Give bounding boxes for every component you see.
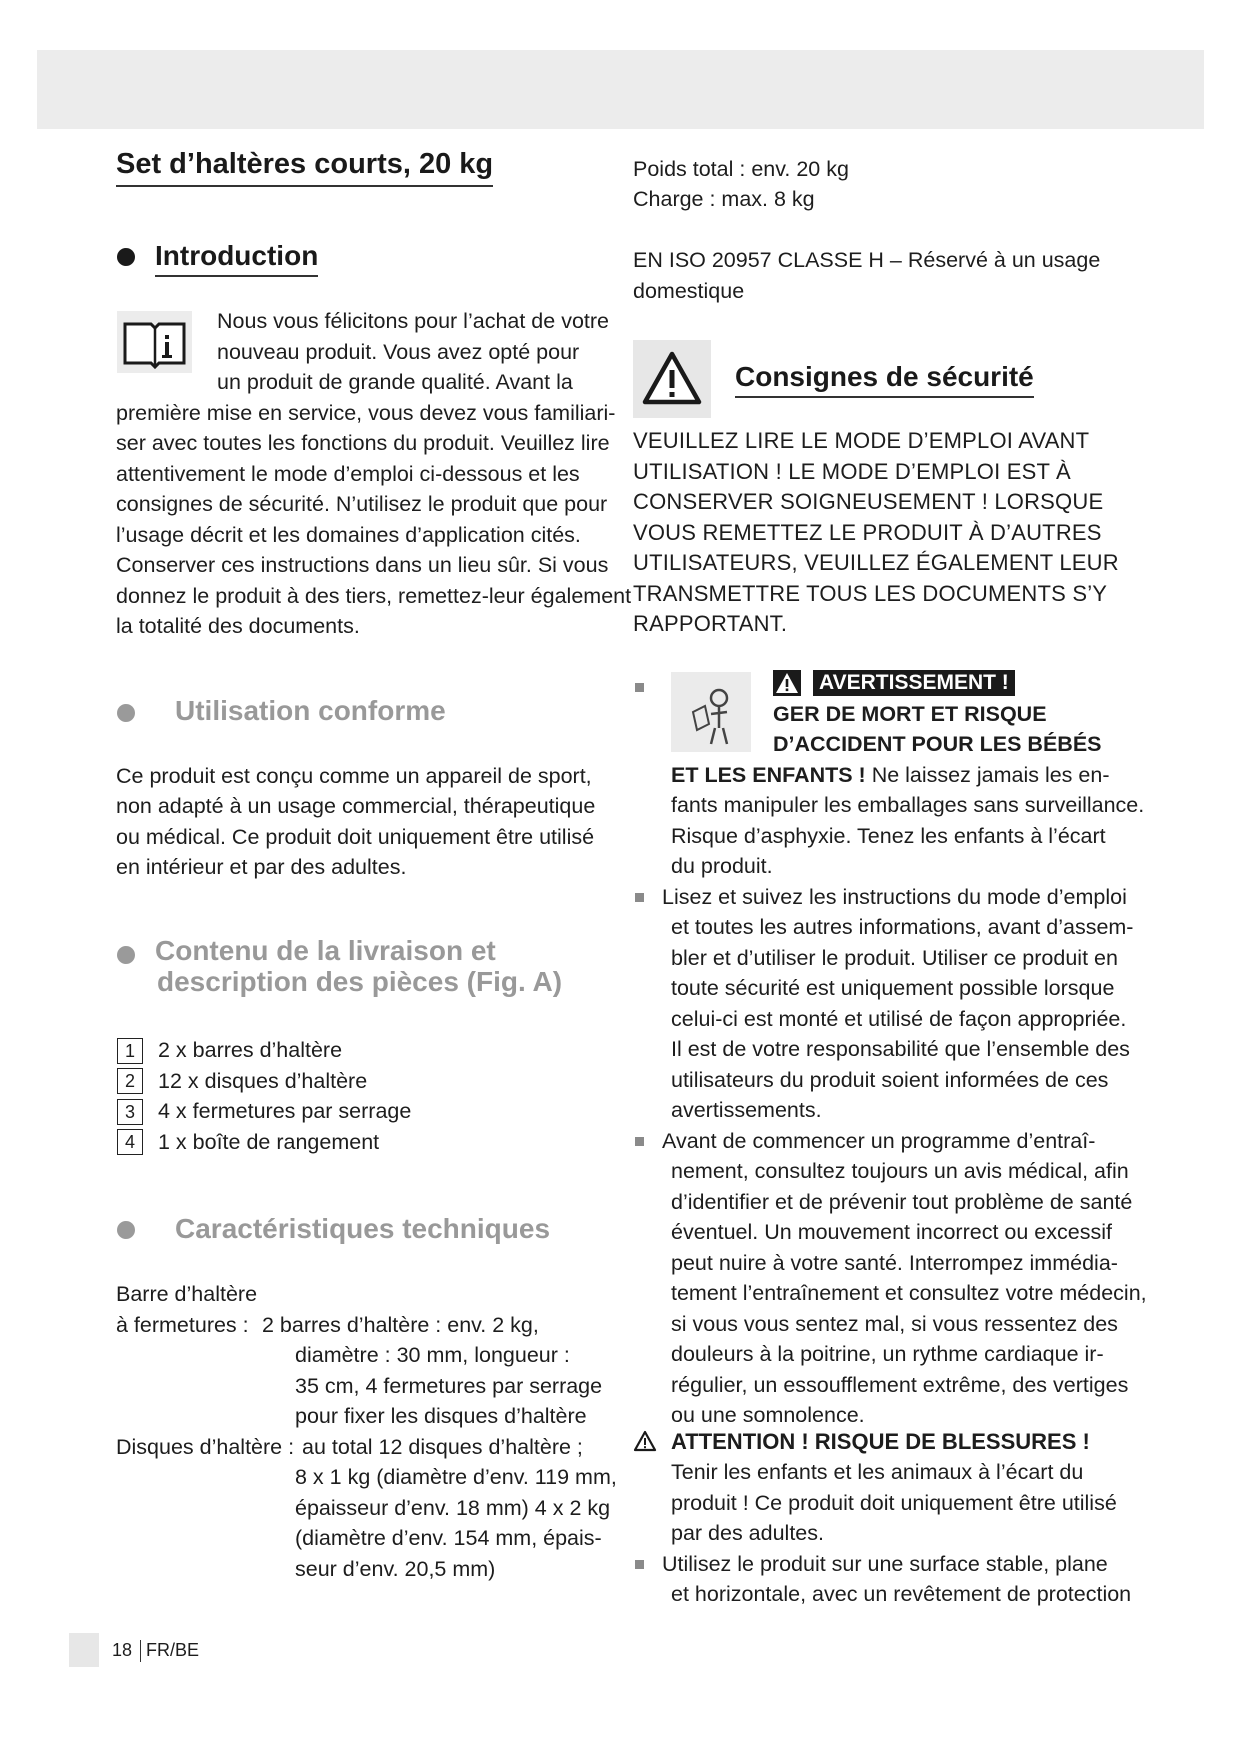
bullet-text: utilisateurs du produit soient informées de ces [671, 1068, 1109, 1092]
attention-heading: ATTENTION ! RISQUE DE BLESSURES ! [671, 1429, 1090, 1454]
bullet-text: Utilisez le produit sur une surface stable, plane [662, 1552, 1108, 1576]
spec-value: (diamètre d’env. 154 mm, épais- [295, 1526, 602, 1550]
spec-value: pour fixer les disques d’haltère [295, 1404, 587, 1428]
intro-line: la totalité des documents. [116, 614, 360, 638]
intro-line: un produit de grande qualité. Avant la [217, 370, 573, 394]
heading-introduction: Introduction [155, 237, 318, 277]
list-bullet-icon [635, 683, 644, 692]
intro-line: consignes de sécurité. N’utilisez le produit que pour [116, 492, 608, 516]
safety-caps-line: UTILISATEURS, VEUILLEZ ÉGALEMENT LEUR [633, 550, 1119, 575]
safety-caps-line: TRANSMETTRE TOUS LES DOCUMENTS S’Y [633, 581, 1108, 606]
part-number-badge: 4 [117, 1129, 143, 1155]
bullet-text: si vous vous sentez mal, si vous ressentez des [671, 1312, 1118, 1336]
spec-value: 8 x 1 kg (diamètre d’env. 119 mm, [295, 1465, 617, 1489]
safety-caps-line: UTILISATION ! LE MODE D’EMPLOI EST À [633, 459, 1071, 484]
bullet-text: peut nuire à votre santé. Interrompez immédia- [671, 1251, 1118, 1275]
intro-line: nouveau produit. Vous avez opté pour [217, 340, 580, 364]
danger-line: fants manipuler les emballages sans surveillance. [671, 793, 1145, 817]
spec-load: Charge : max. 8 kg [633, 187, 815, 211]
spec-value: 2 barres d’haltère : env. 2 kg, [262, 1313, 539, 1337]
warning-badge: AVERTISSEMENT ! [813, 670, 1015, 696]
bullet-text: régulier, un essoufflement extrême, des vertiges [671, 1373, 1129, 1397]
warning-badge-icon [773, 670, 801, 696]
utilisation-line: en intérieur et par des adultes. [116, 855, 407, 879]
spec-value: au total 12 disques d’haltère ; [302, 1435, 583, 1459]
part-item: 12 x disques d’haltère [158, 1069, 368, 1093]
bullet-text: tement l’entraînement et consultez votre médecin, [671, 1281, 1147, 1305]
bullet-text: Avant de commencer un programme d’entraî- [662, 1129, 1096, 1153]
bullet-text: d’identifier et de prévenir tout problème de santé [671, 1190, 1133, 1214]
bullet-dot-icon [117, 248, 135, 266]
bullet-text: avertissements. [671, 1098, 822, 1122]
bullet-text: et toutes les autres informations, avant d’assem- [671, 915, 1134, 939]
bullet-dot-icon [117, 1221, 135, 1239]
info-book-icon [117, 311, 192, 373]
bullet-dot-icon [117, 704, 135, 722]
spec-label: Disques d’haltère : [116, 1435, 295, 1459]
part-number-badge: 1 [117, 1038, 143, 1064]
danger-line: D’ACCIDENT POUR LES BÉBÉS [773, 732, 1102, 756]
part-item: 1 x boîte de rangement [158, 1130, 380, 1154]
part-item: 4 x fermetures par serrage [158, 1099, 412, 1123]
warning-triangle-icon [633, 340, 711, 418]
bullet-dot-icon [117, 946, 135, 964]
footer-divider [140, 1640, 141, 1662]
bullet-text: bler et d’utiliser le produit. Utiliser ce produit en [671, 946, 1118, 970]
header-band [37, 50, 1204, 129]
attention-line: par des adultes. [671, 1521, 824, 1545]
utilisation-line: non adapté à un usage commercial, thérapeutique [116, 794, 596, 818]
heading-contenu: Contenu de la livraison et [155, 935, 496, 966]
bullet-text: nement, consultez toujours un avis médical, afin [671, 1159, 1129, 1183]
danger-emphasis: ET LES ENFANTS ! [671, 763, 866, 787]
danger-line: du produit. [671, 854, 773, 878]
bullet-text: Lisez et suivez les instructions du mode d’emploi [662, 885, 1127, 909]
spec-label: à fermetures : [116, 1313, 249, 1337]
page-title: Set d’haltères courts, 20 kg [116, 145, 493, 187]
spec-total-weight: Poids total : env. 20 kg [633, 157, 849, 181]
spec-value: seur d’env. 20,5 mm) [295, 1557, 496, 1581]
heading-utilisation: Utilisation conforme [175, 695, 446, 726]
intro-line: donnez le produit à des tiers, remettez-leur également [116, 584, 632, 608]
spec-value: épaisseur d’env. 18 mm) 4 x 2 kg [295, 1496, 611, 1520]
danger-line: Risque d’asphyxie. Tenez les enfants à l’écart [671, 824, 1106, 848]
intro-line: Conserver ces instructions dans un lieu sûr. Si vous [116, 553, 609, 577]
safety-caps-line: CONSERVER SOIGNEUSEMENT ! LORSQUE [633, 489, 1104, 514]
bullet-text: ou une somnolence. [671, 1403, 865, 1427]
part-number-badge: 2 [117, 1068, 143, 1094]
safety-caps-line: VEUILLEZ LIRE LE MODE D’EMPLOI AVANT [633, 428, 1090, 453]
footer-language: FR/BE [146, 1640, 200, 1660]
bullet-text: celui-ci est monté et utilisé de façon appropriée. [671, 1007, 1127, 1031]
list-bullet-icon [635, 1560, 644, 1569]
attention-line: produit ! Ce produit doit uniquement être utilisé [671, 1491, 1117, 1515]
heading-contenu: description des pièces (Fig. A) [157, 966, 563, 997]
list-bullet-icon [635, 1137, 644, 1146]
list-bullet-icon [635, 893, 644, 902]
bullet-text: éventuel. Un mouvement incorrect ou excessif [671, 1220, 1112, 1244]
attention-line: Tenir les enfants et les animaux à l’écart du [671, 1460, 1084, 1484]
utilisation-line: Ce produit est conçu comme un appareil de sport, [116, 764, 592, 788]
bullet-text: et horizontale, avec un revêtement de protection [671, 1582, 1132, 1606]
intro-line: Nous vous félicitons pour l’achat de votre [217, 309, 609, 333]
danger-line: GER DE MORT ET RISQUE [773, 702, 1047, 726]
heading-caracteristiques: Caractéristiques techniques [175, 1213, 551, 1244]
spec-norm: domestique [633, 279, 745, 303]
utilisation-line: ou médical. Ce produit doit uniquement être utilisé [116, 825, 595, 849]
intro-line: attentivement le mode d’emploi ci-dessous et les [116, 462, 580, 486]
spec-label: Barre d’haltère [116, 1282, 258, 1306]
safety-caps-line: RAPPORTANT. [633, 611, 788, 636]
intro-line: première mise en service, vous devez vous familiari- [116, 401, 616, 425]
part-item: 2 x barres d’haltère [158, 1038, 343, 1062]
safety-caps-line: VOUS REMETTEZ LE PRODUIT À D’AUTRES [633, 520, 1102, 545]
child-danger-icon [671, 672, 751, 752]
bullet-text: Il est de votre responsabilité que l’ensemble des [671, 1037, 1130, 1061]
bullet-text: douleurs à la poitrine, un rythme cardiaque ir- [671, 1342, 1104, 1366]
page-number: 18 [112, 1640, 133, 1660]
intro-line: ser avec toutes les fonctions du produit. Veuillez lire [116, 431, 610, 455]
footer-marker [69, 1633, 99, 1667]
heading-consignes: Consignes de sécurité [735, 358, 1034, 398]
part-number-badge: 3 [117, 1099, 143, 1125]
danger-line [671, 760, 1109, 791]
spec-norm: EN ISO 20957 CLASSE H – Réservé à un usage [633, 248, 1101, 272]
intro-line: l’usage décrit et les domaines d’application cités. [116, 523, 581, 547]
bullet-text: toute sécurité est uniquement possible lorsque [671, 976, 1115, 1000]
spec-value: 35 cm, 4 fermetures par serrage [295, 1374, 603, 1398]
spec-value: diamètre : 30 mm, longueur : [295, 1343, 570, 1367]
attention-triangle-icon [633, 1430, 657, 1452]
danger-text: Ne laissez jamais les en- [865, 763, 1110, 787]
